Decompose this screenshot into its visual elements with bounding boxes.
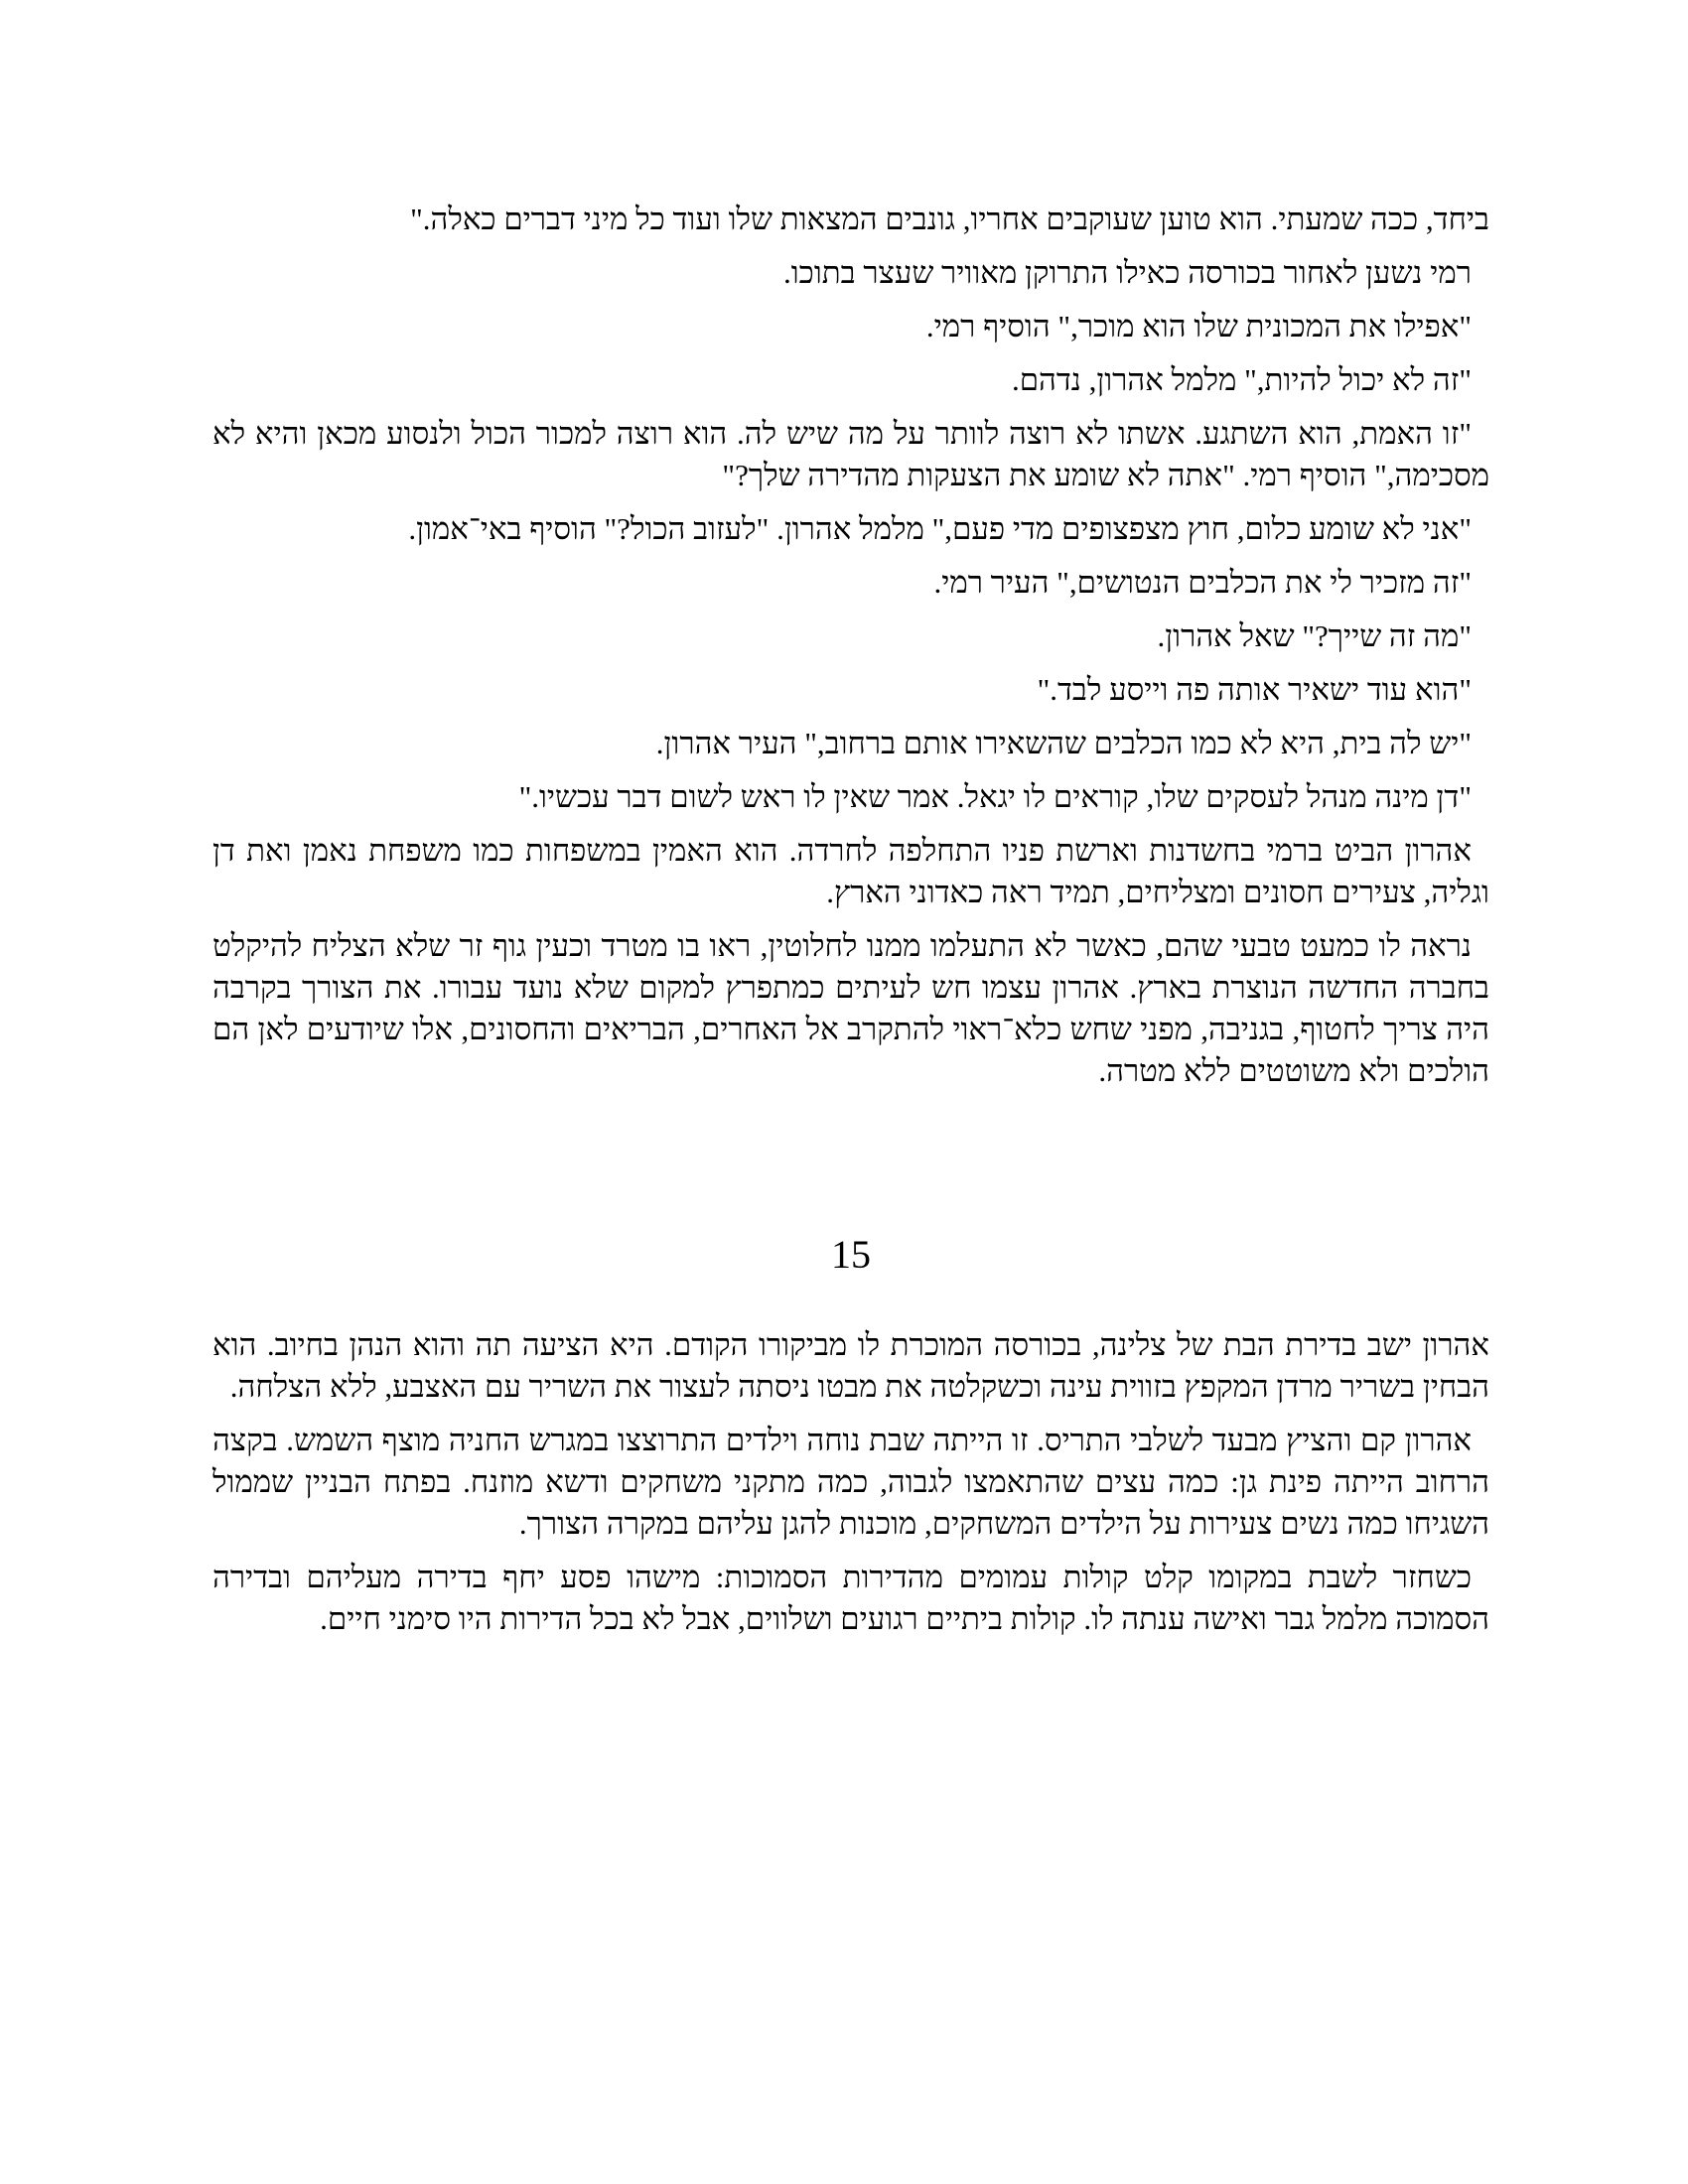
paragraph: אהרון קם והציץ מבעד לשלבי התריס. זו הייתה שבת נוחה וילדים התרוצצו במגרש החניה מוצף השמש. בקצה הרחוב הייתה פינת גן: כמה עצים שהתאמצו לגבוה, כמה מתקני משחקים ודשא מוזנח. בפתח הבניין שממול השגיחו כמה נשים צעירות על הילדים המשחקים, מוכנות להגן עליהם במקרה הצורך. <box>212 1423 1489 1541</box>
paragraph: "דן מינה מנהל לעסקים שלו, קוראים לו יגאל. אמר שאין לו ראש לשום דבר עכשיו." <box>518 779 1472 814</box>
paragraph: נראה לו כמעט טבעי שהם, כאשר לא התעלמו ממנו לחלוטין, ראו בו מטרד וכעין גוף זר שלא הצליח להיקלט בחברה החדשה הנוצרת בארץ. אהרון עצמו חש לעיתים כמתפרץ למקום שלא נועד עבורו. את הצורך בקרבה היה צריך לחטוף, בגניבה, מפני שחש כלא־ראוי להתקרב אל האחרים, הבריאים והחסונים, אלו שיודעים לאן הם הולכים ולא משוטטים ללא מטרה. <box>212 928 1489 1088</box>
section-2 <box>212 1324 1489 1640</box>
paragraph: "הוא עוד ישאיר אותה פה וייסע לבד." <box>1037 672 1472 707</box>
paragraph: אהרון ישב בדירת הבת של צלינה, בכורסה המוכרת לו מביקורו הקודם. היא הציעה תה והוא הנהן בחיוב. הוא הבחין בשריר מרדן המקפץ בזווית עינה וכשקלטה את מבטו ניסתה לעצור את השריר עם האצבע, ללא הצלחה. <box>212 1327 1489 1404</box>
paragraph: "זו האמת, הוא השתגע. אשתו לא רוצה לוותר על מה שיש לה. הוא רוצה למכור הכול ולנסוע מכאן והיא לא מסכימה," הוסיף רמי. "אתה לא שומע את הצעקות מהדירה שלך?" <box>212 416 1489 492</box>
chapter-number: 15 <box>831 1232 871 1277</box>
paragraph: "זה לא יכול להיות," מלמל אהרון, נדהם. <box>1011 362 1472 397</box>
document-page <box>212 199 1489 1652</box>
paragraph: אהרון הביט ברמי בחשדנות וארשת פניו התחלפה לחרדה. הוא האמין במשפחות כמו משפחת נאמן ואת דן וגליה, צעירים חסונים ומצליחים, תמיד ראה כאדוני הארץ. <box>212 833 1489 909</box>
paragraph: "אני לא שומע כלום, חוץ מצפצופים מדי פעם," מלמל אהרון. "לעזוב הכול?" הוסיף באי־אמון. <box>408 511 1472 546</box>
section-1 <box>212 199 1489 1092</box>
paragraph: ביחד, ככה שמעתי. הוא טוען שעוקבים אחריו, גונבים המצאות שלו ועוד כל מיני דברים כאלה." <box>410 202 1489 236</box>
paragraph: "זה מזכיר לי את הכלבים הנטושים," העיר רמי. <box>933 565 1472 600</box>
paragraph: "מה זה שייך?" שאל אהרון. <box>1157 618 1472 653</box>
paragraph: רמי נשען לאחור בכורסה כאילו התרוקן מאוויר שעצר בתוכו. <box>782 255 1472 290</box>
paragraph: "אפילו את המכונית שלו הוא מוכר," הוסיף רמי. <box>925 309 1472 343</box>
paragraph: כשחזר לשבת במקומו קלט קולות עמומים מהדירות הסמוכות: מישהו פסע יחף בדירה מעליהם ובדירה הסמוכה מלמל גבר ואישה ענתה לו. קולות ביתיים רגועים ושלווים, אבל לא בכל הדירות היו סימני חיים. <box>212 1560 1489 1636</box>
paragraph: "יש לה בית, היא לא כמו הכלבים שהשאירו אותם ברחוב," העיר אהרון. <box>655 726 1472 760</box>
